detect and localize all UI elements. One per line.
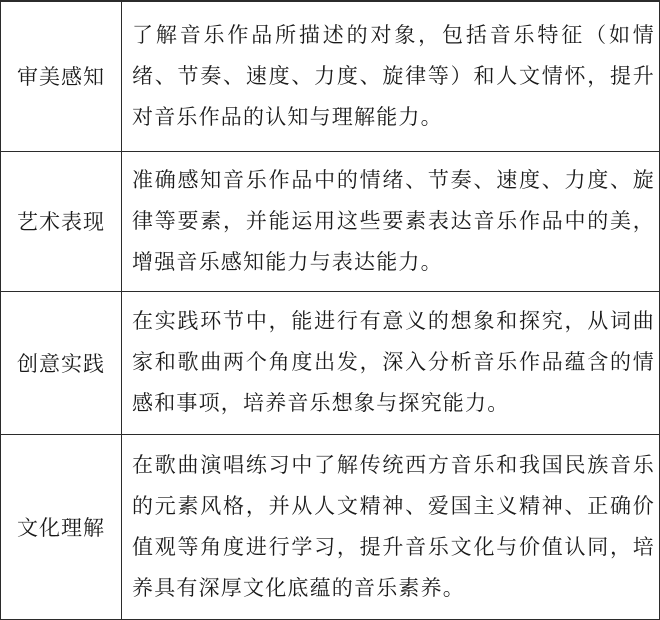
table-row (1, 1, 660, 151)
category-cell: 艺术表现 (1, 151, 122, 291)
description-cell: 在歌曲演唱练习中了解传统西方音乐和我国民族音乐的元素风格，并从人文精神、爱国主义精神、正确价值观等角度进行学习，提升音乐文化与价值认同，培养具有深厚文化底蕴的音乐素养。 (122, 434, 660, 619)
table-row (1, 291, 660, 434)
category-cell: 创意实践 (1, 291, 122, 434)
description-cell: 了解音乐作品所描述的对象，包括音乐特征（如情绪、节奏、速度、力度、旋律等）和人文情怀，提升对音乐作品的认知与理解能力。 (122, 1, 660, 151)
table-row (1, 434, 660, 619)
table-row (1, 151, 660, 291)
category-cell: 审美感知 (1, 1, 122, 151)
description-cell: 准确感知音乐作品中的情绪、节奏、速度、力度、旋律等要素，并能运用这些要素表达音乐作品中的美，增强音乐感知能力与表达能力。 (122, 151, 660, 291)
description-cell: 在实践环节中，能进行有意义的想象和探究，从词曲家和歌曲两个角度出发，深入分析音乐作品蕴含的情感和事项，培养音乐想象与探究能力。 (122, 291, 660, 434)
category-cell: 文化理解 (1, 434, 122, 619)
